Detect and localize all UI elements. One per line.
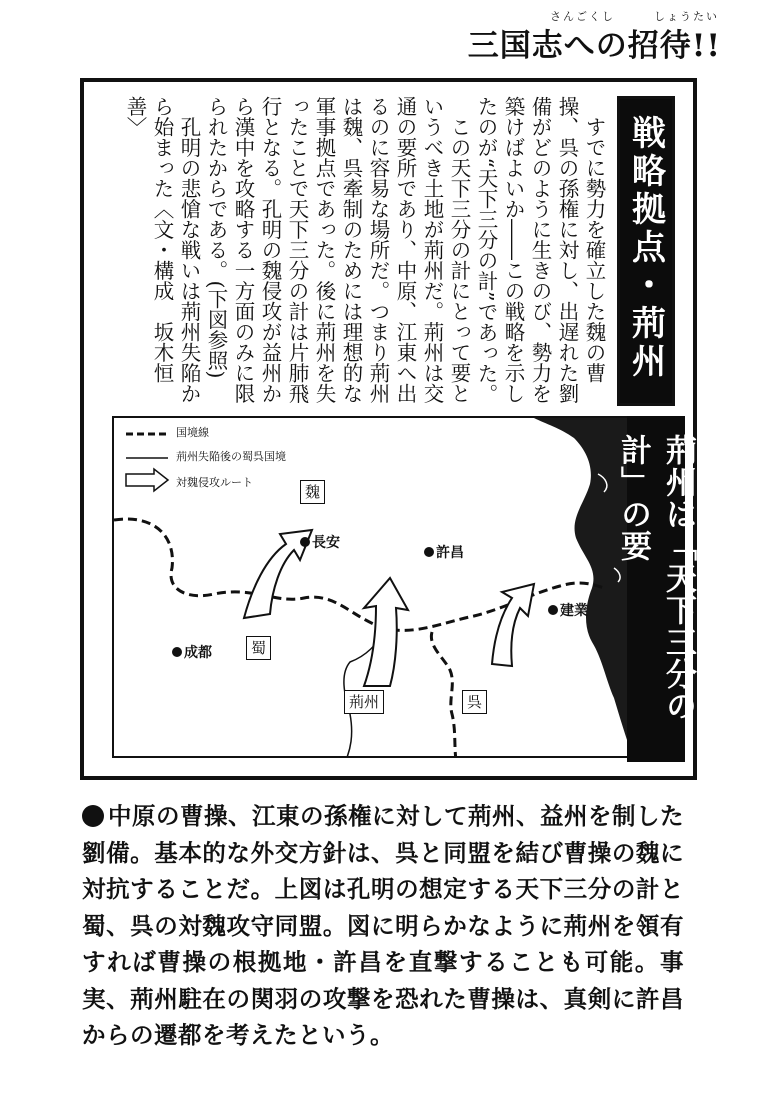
border-wei-south	[114, 519, 604, 630]
legend-border: 国境線	[176, 426, 209, 439]
article-body	[121, 96, 607, 408]
city-dot-icon	[424, 547, 434, 557]
header-ruby: さんごくし しょうたい	[550, 10, 719, 23]
page-title: 三国志への招待!!	[467, 28, 721, 64]
three-kingdoms-map	[112, 416, 648, 758]
legend-after-loss: 荊州失陥後の蜀呉国境	[176, 450, 286, 463]
article-paragraph-1: すでに勢力を確立した魏の曹操、呉の孫権に対し、出遅れた劉備がどのように生きのび、勢力を築けばよいか――この戦略を示したのが“天下三分の計”であった。	[474, 96, 606, 404]
city-changan: 長安	[300, 532, 340, 552]
side-banner-text: 荊州は「天下三分の計」の要	[615, 434, 696, 722]
city-chengdu: 成都	[172, 642, 212, 662]
invasion-arrow-jingzhou	[364, 578, 408, 686]
city-jianye: 建業	[548, 600, 588, 620]
city-dot-icon	[172, 647, 182, 657]
caption	[82, 798, 684, 1054]
legend-invasion-route: 対魏侵攻ルート	[176, 476, 253, 489]
article-title-box	[617, 96, 675, 406]
invasion-arrow-wu	[492, 584, 534, 666]
city-xuchang: 許昌	[424, 542, 464, 562]
region-jingzhou: 荊州	[344, 690, 384, 714]
region-wu: 呉	[462, 690, 487, 714]
city-dot-icon	[548, 605, 558, 615]
article-paragraph-3: 孔明の悲愴な戦いは荊州失陥から始まった〈文・構成 坂木恒善〉	[123, 96, 201, 404]
region-shu: 蜀	[246, 636, 271, 660]
article-frame	[80, 78, 697, 780]
side-banner	[615, 416, 696, 762]
caption-text: 中原の曹操、江東の孫権に対して荊州、益州を制した劉備。基本的な外交方針は、呉と同盟を結び曹操の魏に対抗することだ。上図は孔明の想定する天下三分の計と蜀、呉の対魏攻守同盟。図に明らかなように荊州を領有すれば曹操の根拠地・許昌を直撃することも可能。事実、荊州駐在の関羽の攻撃を恐れた曹操は、真剣に許昌からの遷都を考えたという。	[82, 802, 684, 1049]
city-dot-icon	[300, 537, 310, 547]
bullet-icon	[82, 805, 104, 827]
article-title: 戦略拠点・荊州	[625, 115, 666, 381]
region-wei: 魏	[300, 480, 325, 504]
article-paragraph-2: この天下三分の計にとって要というべき土地が荊州だ。荊州は交通の要所であり、中原、江東へ出るのに容易な場所だ。つまり荊州は魏、呉牽制のためには理想的な軍事拠点であった。後に荊州を失ったことで天下三分の計は片肺飛行となる。孔明の魏侵攻が益州から漢中を攻略する一方面のみに限られたからである。(下図参照)	[204, 96, 471, 404]
border-shu-wu	[431, 632, 456, 758]
